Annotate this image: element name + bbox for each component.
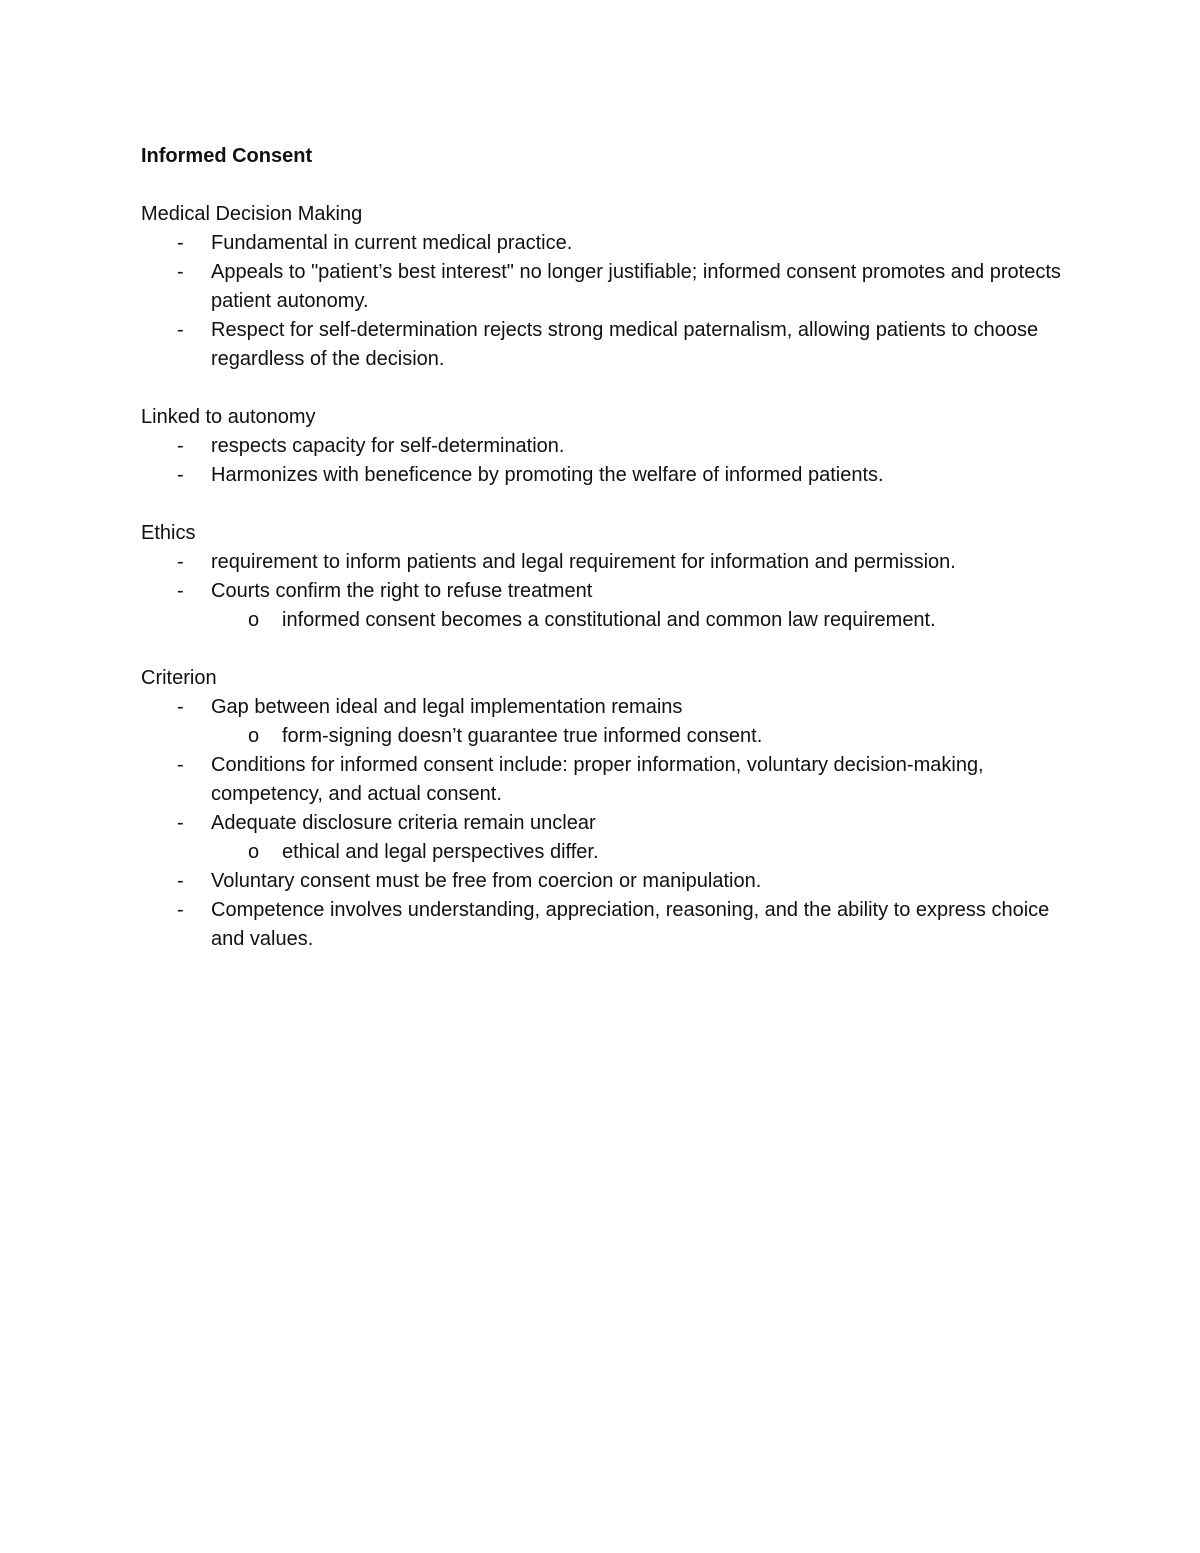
dash-bullet: -	[177, 696, 184, 718]
document-body	[141, 142, 1071, 954]
section-heading: Medical Decision Making	[141, 203, 363, 225]
bullet-list	[141, 548, 1071, 635]
list-item	[141, 432, 1071, 461]
list-item	[141, 577, 1071, 635]
dash-bullet: -	[177, 464, 184, 486]
sub-list-item-text: form-signing doesn’t guarantee true informed consent.	[282, 725, 763, 747]
circle-bullet: o	[248, 725, 260, 747]
list-item-text: Appeals to "patient’s best interest" no longer justifiable; informed consent promotes and protects patient autonomy.	[211, 261, 1061, 312]
section-spacer	[141, 635, 1071, 664]
document-title: Informed Consent	[141, 145, 313, 167]
dash-bullet: -	[177, 261, 184, 283]
section-heading: Linked to autonomy	[141, 406, 316, 428]
list-item	[141, 809, 1071, 867]
list-item	[141, 316, 1071, 374]
list-item-text: respects capacity for self-determination.	[211, 435, 565, 457]
sub-list-item	[141, 838, 1071, 867]
list-item-text: Harmonizes with beneficence by promoting the welfare of informed patients.	[211, 464, 884, 486]
section-ethics	[141, 519, 1071, 635]
section-criterion	[141, 664, 1071, 954]
dash-bullet: -	[177, 435, 184, 457]
dash-bullet: -	[177, 551, 184, 573]
bullet-list	[141, 693, 1071, 954]
list-item-text: Voluntary consent must be free from coercion or manipulation.	[211, 870, 762, 892]
list-item-text: Adequate disclosure criteria remain unclear	[211, 812, 596, 834]
dash-bullet: -	[177, 232, 184, 254]
bullet-list	[141, 432, 1071, 490]
section-linked-to-autonomy	[141, 403, 1071, 490]
dash-bullet: -	[177, 870, 184, 892]
dash-bullet: -	[177, 812, 184, 834]
list-item-text: Competence involves understanding, appreciation, reasoning, and the ability to express choice and values.	[211, 899, 1050, 950]
section-spacer	[141, 490, 1071, 519]
list-item-text: Respect for self-determination rejects strong medical paternalism, allowing patients to choose regardless of the decision.	[211, 319, 1039, 370]
dash-bullet: -	[177, 319, 184, 341]
sub-list-item	[141, 722, 1071, 751]
dash-bullet: -	[177, 580, 184, 602]
sub-bullet-list	[211, 838, 1071, 867]
sub-list-item	[141, 606, 1071, 635]
bullet-list	[141, 229, 1071, 374]
circle-bullet: o	[248, 609, 260, 631]
section-medical-decision-making	[141, 200, 1071, 374]
list-item-text: Fundamental in current medical practice.	[211, 232, 573, 254]
section-heading: Criterion	[141, 667, 217, 689]
circle-bullet: o	[248, 841, 260, 863]
dash-bullet: -	[177, 754, 184, 776]
section-heading: Ethics	[141, 522, 196, 544]
list-item	[141, 693, 1071, 751]
sub-bullet-list	[211, 606, 1071, 635]
title-spacer	[141, 171, 1071, 200]
list-item	[141, 548, 1071, 577]
list-item-text: Conditions for informed consent include: proper information, voluntary decision-making, competency, and actual consent.	[211, 754, 984, 805]
dash-bullet: -	[177, 899, 184, 921]
sub-list-item-text: ethical and legal perspectives differ.	[282, 841, 599, 863]
list-item-text: Gap between ideal and legal implementation remains	[211, 696, 683, 718]
list-item-text: requirement to inform patients and legal requirement for information and permission.	[211, 551, 956, 573]
list-item	[141, 896, 1071, 954]
section-spacer	[141, 374, 1071, 403]
list-item	[141, 867, 1071, 896]
list-item	[141, 229, 1071, 258]
list-item-text: Courts confirm the right to refuse treatment	[211, 580, 593, 602]
sub-bullet-list	[211, 722, 1071, 751]
list-item	[141, 751, 1071, 809]
list-item	[141, 461, 1071, 490]
list-item	[141, 258, 1071, 316]
sub-list-item-text: informed consent becomes a constitutional and common law requirement.	[282, 609, 936, 631]
